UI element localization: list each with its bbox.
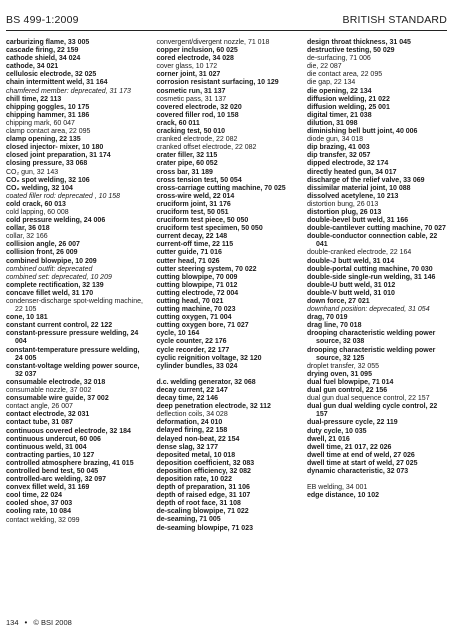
index-entry: chipping hammer, 31 186	[6, 111, 90, 119]
index-entry: CO₂ gun, 32 143	[6, 168, 59, 176]
index-entry: clamp contact area, 22 095	[6, 128, 91, 136]
index-entry: deflection coils, 34 028	[156, 411, 228, 419]
index-entry: contact welding, 32 099	[6, 516, 80, 524]
index-entry: cellulosic electrode, 32 025	[6, 71, 97, 79]
index-entry: controlled-arc welding, 32 097	[6, 476, 106, 484]
index-entry: cyclic reignition voltage, 32 120	[156, 354, 262, 362]
index-entry: contracting parties, 10 127	[6, 451, 95, 459]
index-entry: continuous weld, 31 004	[6, 443, 87, 451]
index-entry: cold lapping, 60 008	[6, 208, 69, 216]
index-entry: down force, 27 021	[307, 298, 370, 305]
index-entry: consumable nozzle, 37 002	[6, 387, 92, 395]
index-entry: cold pressure welding, 24 006	[6, 217, 106, 225]
index-entry: dual fuel blowpipe, 71 014	[307, 378, 394, 386]
index-entry: de-seaming, 71 005	[156, 516, 221, 524]
index-entry: convergent/divergent nozzle, 71 018	[156, 39, 270, 46]
index-entry: deposited metal, 10 018	[156, 451, 236, 459]
page-header	[6, 14, 447, 26]
index-entry: cruciform test specimen, 50 050	[156, 225, 263, 233]
index-entry: cylinder bundles, 33 024	[156, 362, 238, 370]
index-entry: convex fillet weld, 31 169	[6, 484, 90, 492]
index-entry: cathode shield, 34 024	[6, 55, 81, 63]
index-entry: consumable wire guide, 37 002	[6, 395, 109, 403]
index-entry: dip transfer, 32 057	[307, 152, 371, 160]
index-entry: closed injector- mixer, 10 180	[6, 144, 104, 152]
index-entry: duty cycle, 10 035	[307, 427, 367, 435]
index-entry: controlled bend test, 50 045	[6, 467, 99, 475]
index-entry: depth of raised edge, 31 107	[156, 492, 251, 500]
index-entry: depth of root face, 31 108	[156, 500, 241, 508]
index-entry: combined set: deprecated, 10 209	[6, 273, 112, 281]
index-entry: deep penetration electrode, 32 112	[156, 403, 271, 411]
index-entry: edge distance, 10 102	[307, 492, 379, 500]
index-entry: dissimilar material joint, 10 088	[307, 184, 411, 192]
index-entry: collar, 36 018	[6, 225, 50, 233]
index-entry: deposition efficiency, 32 082	[156, 467, 251, 475]
index-entry: combined blowpipe, 10 209	[6, 257, 97, 265]
index-entry: dilution, 31 098	[307, 119, 358, 127]
index-entry: closed joint preparation, 31 174	[6, 152, 111, 160]
index-entry: de-scaling blowpipe, 71 022	[156, 508, 249, 516]
index-entry: drag line, 70 018	[307, 322, 362, 330]
index-entry: continuous covered electrode, 32 184	[6, 427, 131, 435]
index-entry: delayed non-beat, 22 154	[156, 435, 240, 443]
index-column-1	[6, 39, 146, 533]
index-entry: covered filler rod, 10 158	[156, 111, 239, 119]
index-entry: cosmetic pass, 31 137	[156, 95, 227, 103]
index-entry: cone, 10 181	[6, 314, 48, 322]
index-entry: dissolved acetylene, 10 213	[307, 192, 399, 200]
index-entry: CO₂ welding, 32 104	[6, 184, 73, 192]
index-entry: dwell time, 21 017, 22 026	[307, 443, 392, 451]
index-entry: crack, 60 011	[156, 119, 200, 127]
index-entry: design throat thickness, 31 045	[307, 39, 411, 46]
index-entry: d.c. welding generator, 32 068	[156, 378, 256, 386]
index-entry: cored electrode, 34 028	[156, 55, 234, 63]
index-entry: cycle, 10 164	[156, 330, 200, 338]
index-entry: distortion bung, 26 013	[307, 200, 379, 208]
index-entry: cross bar, 31 189	[156, 168, 213, 176]
page-number: 134	[6, 618, 19, 627]
index-entry: double-V butt weld, 31 010	[307, 289, 395, 297]
standard-number: BS 499-1:2009	[6, 14, 79, 26]
index-entry: diffusion welding, 21 022	[307, 95, 390, 103]
index-entry: die, 22 087	[307, 63, 342, 71]
index-entry: chamfered member: deprecated, 31 173	[6, 87, 131, 95]
index-entry: cosmetic run, 31 137	[156, 87, 226, 95]
index-entry: dwell time at end of weld, 27 026	[307, 451, 415, 459]
index-entry: cutting blowpipe, 71 012	[156, 281, 238, 289]
index-entry: clamp opening, 22 135	[6, 136, 81, 144]
index-entry: cutter steering system, 70 022	[156, 265, 257, 273]
index-entry: deformation, 24 010	[156, 419, 223, 427]
index-entry: dual gun dual sequence control, 22 157	[307, 395, 430, 403]
index-entry: condenser-discharge spot-welding machine, 22 105	[6, 298, 143, 314]
index-entry: collision angle, 26 007	[6, 241, 80, 249]
index-entry: chipping goggles, 10 175	[6, 103, 90, 111]
index-entry: cutting machine, 70 023	[156, 306, 236, 314]
index-entry: constant current control, 22 122	[6, 322, 113, 330]
index-entry: contact tube, 31 087	[6, 419, 73, 427]
index-entry: copper inclusion, 60 025	[156, 47, 238, 55]
index-entry: double-J butt weld, 31 014	[307, 257, 395, 265]
index-entry: chipping mark, 60 047	[6, 119, 75, 127]
index-entry: delayed firing, 22 158	[156, 427, 228, 435]
index-entry: CO₂ spot welding, 32 106	[6, 176, 90, 184]
index-entry: current-off time, 22 115	[156, 241, 234, 249]
index-entry: cruciform test, 50 051	[156, 208, 229, 216]
index-entry: dual gun control, 22 156	[307, 387, 388, 395]
index-entry: deposition rate, 10 022	[156, 475, 232, 483]
index-entry: closing pressure, 33 068	[6, 160, 88, 168]
publisher-label: BRITISH STANDARD	[342, 14, 447, 26]
index-entry: distortion plug, 26 013	[307, 208, 382, 216]
index-entry: covered electrode, 32 020	[156, 103, 242, 111]
index-entry: constant-pressure pressure welding, 24 004	[6, 330, 139, 346]
index-entry: dipped electrode, 32 174	[307, 160, 389, 168]
index-entry: corrosion resistant surfacing, 10 129	[156, 79, 279, 87]
index-entry: double-cantilever cutting machine, 70 027	[307, 225, 446, 233]
index-entry: cutting oxygen, 71 004	[156, 314, 232, 322]
index-entry: cruciform joint, 31 176	[156, 200, 231, 208]
index-entry: crater filler, 32 115	[156, 152, 218, 160]
index-entry: consumable electrode, 32 018	[6, 378, 106, 386]
index-entry: coated filler rod: deprecated , 10 158	[6, 192, 121, 200]
index-entry: cathode, 34 021	[6, 63, 59, 71]
index-entry: concave fillet weld, 31 170	[6, 289, 94, 297]
index-entry: dynamic characteristic, 32 073	[307, 467, 409, 475]
index-entry: dual gun dual welding cycle control, 22 157	[307, 403, 438, 419]
index-entry: double-portal cutting machine, 70 030	[307, 265, 433, 273]
index-entry: contact angle, 26 007	[6, 403, 73, 411]
index-entry: chain intermittent weld, 31 164	[6, 79, 108, 87]
index-entry: cooled shoe, 37 003	[6, 500, 73, 508]
page-footer	[6, 618, 72, 627]
index-entry: directly heated gun, 34 017	[307, 168, 397, 176]
index-entry: double-cranked electrode, 22 164	[307, 249, 412, 257]
index-column-2	[157, 39, 297, 533]
index-entry: cross tension test, 50 054	[156, 176, 242, 184]
index-entry: de-seaming blowpipe, 71 023	[156, 524, 253, 532]
index-entry: chill time, 22 113	[6, 95, 62, 103]
index-entry: cycle counter, 22 176	[156, 338, 227, 346]
index-columns	[6, 39, 447, 533]
index-entry: dual-pressure cycle, 22 119	[307, 419, 398, 427]
index-entry: decay current, 22 147	[156, 386, 228, 394]
index-entry: cruciform test piece, 50 050	[156, 217, 249, 225]
index-entry: cooling rate, 10 084	[6, 508, 71, 516]
index-entry: EB welding, 34 001	[307, 484, 368, 492]
index-entry: dwell time at start of weld, 27 025	[307, 459, 418, 467]
index-entry: cutter head, 71 026	[156, 257, 220, 265]
index-entry: digital timer, 21 038	[307, 111, 372, 119]
index-entry: depth of preparation, 31 106	[156, 484, 250, 492]
index-entry: cutting head, 70 021	[156, 298, 224, 305]
index-entry: current decay, 22 148	[156, 233, 228, 241]
index-entry: cool time, 22 024	[6, 492, 63, 500]
index-entry: droplet transfer, 32 055	[307, 362, 379, 370]
index-entry: drying oven, 31 095	[307, 370, 372, 378]
header-rule	[6, 30, 447, 31]
index-entry: downhand position: deprecated, 31 054	[307, 306, 430, 314]
index-entry: double-side single-run welding, 31 146	[307, 273, 436, 281]
index-entry: diffusion welding, 25 001	[307, 103, 390, 111]
index-column-3	[307, 39, 447, 533]
index-entry: corner joint, 31 027	[156, 71, 221, 79]
index-entry: destructive testing, 50 029	[307, 47, 395, 55]
index-entry: diminishing bell butt joint, 40 006	[307, 128, 418, 136]
index-entry: cross-wire weld, 22 014	[156, 192, 235, 200]
index-entry: drag, 70 019	[307, 314, 348, 322]
index-entry: dwell, 21 016	[307, 435, 350, 443]
index-entry: die gap, 22 134	[307, 79, 356, 87]
index-entry: die contact area, 22 095	[307, 71, 383, 79]
index-entry: die opening, 22 134	[307, 87, 372, 95]
footer-separator: •	[24, 618, 28, 627]
index-entry: double-bevel butt weld, 31 166	[307, 217, 409, 225]
index-entry: dip brazing, 41 003	[307, 144, 370, 152]
index-entry: cracking test, 50 010	[156, 128, 225, 136]
index-entry: de-surfacing, 71 006	[307, 55, 371, 63]
index-entry: collar, 32 166	[6, 233, 48, 241]
index-entry: drooping characteristic welding power source, 32 125	[307, 346, 436, 362]
index-entry: discharge of the relief valve, 33 069	[307, 176, 425, 184]
index-entry: cover glass, 10 172	[156, 63, 218, 71]
index-entry: dense slag, 32 177	[156, 443, 218, 451]
index-entry: collision front, 26 009	[6, 249, 78, 257]
index-entry: decay time, 22 146	[156, 395, 218, 403]
index-entry: continuous undercut, 60 006	[6, 435, 101, 443]
index-entry: constant-voltage welding power source, 32 037	[6, 362, 140, 378]
index-entry: cycle recorder, 22 177	[156, 346, 230, 354]
index-entry: cutting oxygen bore, 71 027	[156, 322, 249, 330]
index-entry: drooping characteristic welding power source, 32 038	[307, 330, 436, 346]
index-entry: carburizing flame, 33 005	[6, 39, 90, 46]
index-entry: contact electrode, 32 031	[6, 411, 90, 419]
index-entry: double-conductor connection cable, 22 041	[307, 233, 438, 249]
index-entry: complete rectification, 32 139	[6, 281, 104, 289]
index-entry: controlled atmosphere brazing, 41 015	[6, 459, 134, 467]
index-entry: cranked offset electrode, 22 082	[156, 144, 257, 152]
index-entry: diode gun, 34 018	[307, 136, 364, 144]
index-entry: double-U butt weld, 31 012	[307, 281, 396, 289]
index-entry: cutter guide, 71 016	[156, 249, 222, 257]
index-entry: constant-temperature pressure welding, 24 005	[6, 346, 140, 362]
index-entry: crater pipe, 60 052	[156, 160, 218, 168]
index-entry: cold crack, 60 013	[6, 200, 66, 208]
index-entry: combined outfit: deprecated	[6, 265, 93, 273]
index-entry: cross-carriage cutting machine, 70 025	[156, 184, 286, 192]
index-entry: cascade firing, 22 159	[6, 47, 79, 55]
index-entry: deposition coefficient, 32 083	[156, 459, 255, 467]
copyright: © BSI 2008	[33, 618, 72, 627]
index-entry: cutting blowpipe, 70 009	[156, 273, 238, 281]
index-entry: cranked electrode, 22 082	[156, 136, 238, 144]
index-entry: cutting electrode, 72 004	[156, 289, 239, 297]
